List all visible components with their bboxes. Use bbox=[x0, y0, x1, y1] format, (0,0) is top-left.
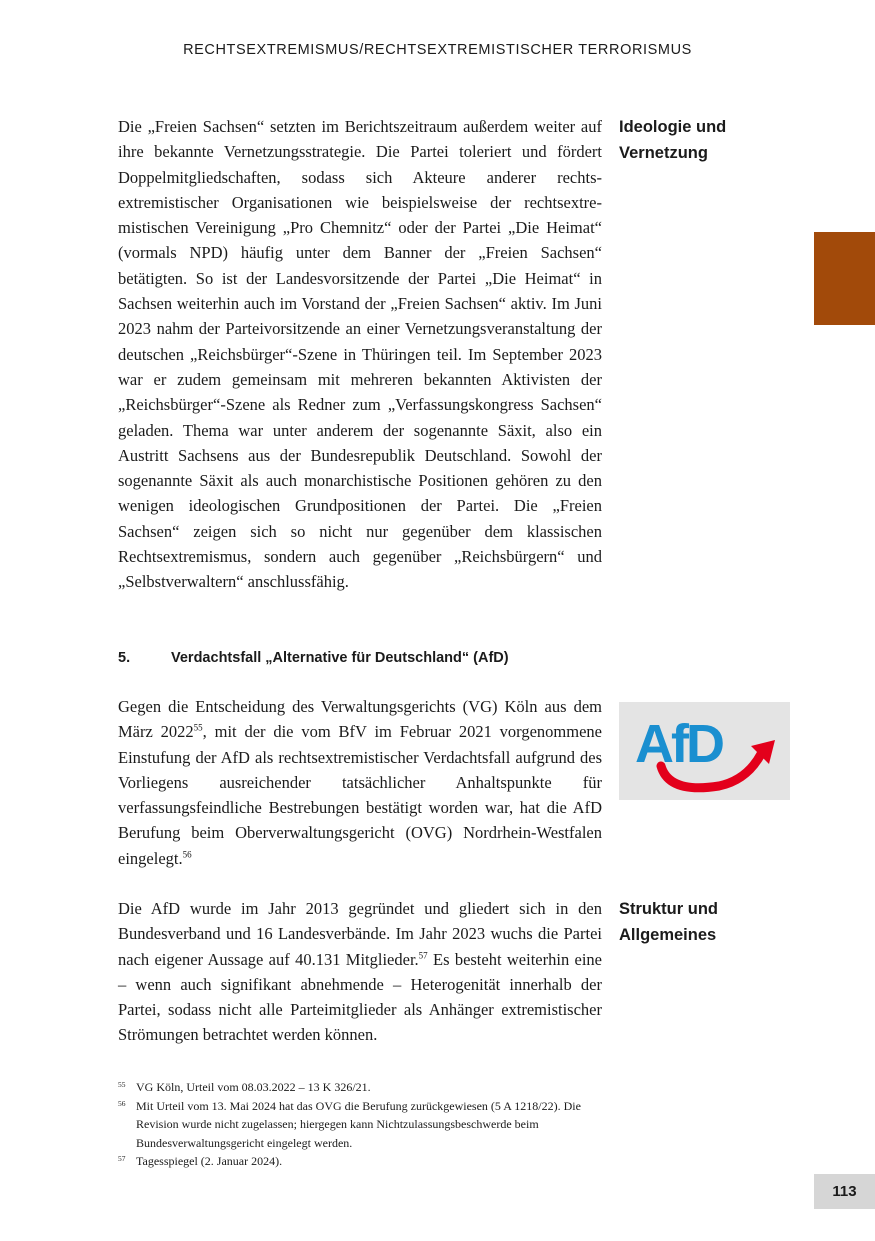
page-number: 113 bbox=[814, 1174, 875, 1209]
section-heading-afd bbox=[118, 648, 618, 668]
footnote-number: 57 bbox=[118, 1154, 126, 1163]
footnote-ref[interactable]: 56 bbox=[182, 849, 192, 860]
chapter-tab-marker bbox=[814, 232, 875, 325]
footnote-55 bbox=[118, 1078, 608, 1097]
side-heading-struktur bbox=[619, 896, 789, 948]
afd-logo bbox=[619, 702, 790, 800]
afd-logo-graphic bbox=[619, 702, 790, 800]
running-header: RECHTSEXTREMISMUS/RECHTSEXTREMISTISCHER TERRORISMUS bbox=[183, 42, 692, 58]
paragraph-afd-struktur bbox=[118, 896, 602, 1048]
footnote-text: VG Köln, Urteil vom 08.03.2022 – 13 K 326/21. bbox=[136, 1080, 371, 1094]
afd-logo-text: AfD bbox=[635, 714, 722, 774]
footnote-text: Tagesspiegel (2. Januar 2024). bbox=[136, 1154, 283, 1168]
paragraph-text: Es besteht weiterhin eine – wenn auch signifikant abnehmende – Heterogenität innerhalb der Partei, sodass nicht alle Parteimitglieder als Anhänger extremistischer Strömungen betrachtet werden können. bbox=[118, 949, 603, 1045]
side-heading-ideologie bbox=[619, 114, 789, 166]
footnote-number: 56 bbox=[118, 1098, 126, 1108]
paragraph-freie-sachsen: Die „Freien Sachsen“ setzten im Berichtszeitraum außerdem weiter auf ihre bekannte Vernetzungsstrategie. Die Partei toleriert und fördert Doppelmitgliedschaften, sodass sich Akteure anderer rechtsextremistischer Organisationen wie beispielsweise der rechtsextremistischen Vereinigung „Pro Chemnitz“ oder der Partei „Die Heimat“ (vormals NPD) häufig unter dem Banner der „Freien Sachsen“ betätigten. So ist der Landesvorsitzende der Partei „Die Heimat“ in Sachsen weiterhin auch im Vorstand der „Freien Sachsen“ aktiv. Im Juni 2023 nahm der Parteivorsitzende an einer Vernetzungsveranstaltung der deutschen „Reichsbürger“-Szene in Thüringen teil. Im September 2023 war er zudem gemeinsam mit mehreren bekannten Aktivisten der „Reichsbürger“-Szene als Redner zum „Verfassungskongress Sachsen“ geladen. Thema war unter anderem der sogenannte Säxit, also ein Austritt Sachsens aus der Bundesrepublik Deutschland. Sowohl der sogenannte Säxit als auch monarchistische Positionen gehören zu den wenigen ideologischen Grundpositionen der Partei. Die „Freien Sachsen“ zeigen sich so nicht nur gegenüber dem klassischen Rechtsextremismus, sondern auch gegenüber „Reichsbürgern“ und „Selbstverwaltern“ anschlussfähig. bbox=[118, 117, 602, 592]
paragraph-text: Die AfD wurde im Jahr 2013 gegründet und gliedert sich in den Bundesverband und 16 Landesverbände. Im Jahr 2023 wuchs die Partei nach eigener Aussage auf 40.131 Mitglieder. bbox=[118, 899, 602, 969]
side-heading-line: Vernetzung bbox=[619, 144, 708, 162]
side-heading-line: Struktur und bbox=[619, 900, 718, 918]
footnote-57 bbox=[118, 1152, 608, 1171]
side-heading-line: Allgemeines bbox=[619, 926, 717, 944]
footnote-56 bbox=[118, 1097, 608, 1153]
side-heading-line: Ideologie und bbox=[619, 118, 727, 136]
section-number: 5. bbox=[118, 650, 131, 666]
footnote-ref[interactable]: 55 bbox=[193, 722, 203, 733]
section-title: Verdachtsfall „Alternative für Deutschland“ (AfD) bbox=[171, 650, 509, 666]
paragraph-afd-berufung bbox=[118, 694, 602, 871]
paragraph-text: , mit der die vom BfV im Februar 2021 vorgenommene Einstufung der AfD als rechtsextremistischer Verdachtsfall aufgrund des Vorliegens ausreichender tatsächlicher Anhaltspunkte für verfassungsfeindliche Bestrebungen bestätigt worden war, hat die AfD Berufung beim Oberverwaltungsgericht (OVG) Nordrhein-Westfalen eingelegt. bbox=[118, 722, 602, 868]
footnote-number: 55 bbox=[118, 1080, 126, 1089]
footnote-text: Mit Urteil vom 13. Mai 2024 hat das OVG die Berufung zurückgewiesen (5 A 1218/22). Die Revision wurde nicht zugelassen; hiergegen kann Nichtzulassungsbeschwerde beim Bundesverwaltungsgericht eingelegt werden. bbox=[136, 1098, 581, 1150]
footnote-ref[interactable]: 57 bbox=[418, 950, 428, 961]
footnotes bbox=[118, 1078, 608, 1171]
paragraph-text: Gegen die Entscheidung des Verwaltungsgerichts (VG) Köln aus dem März 2022 bbox=[118, 697, 602, 742]
